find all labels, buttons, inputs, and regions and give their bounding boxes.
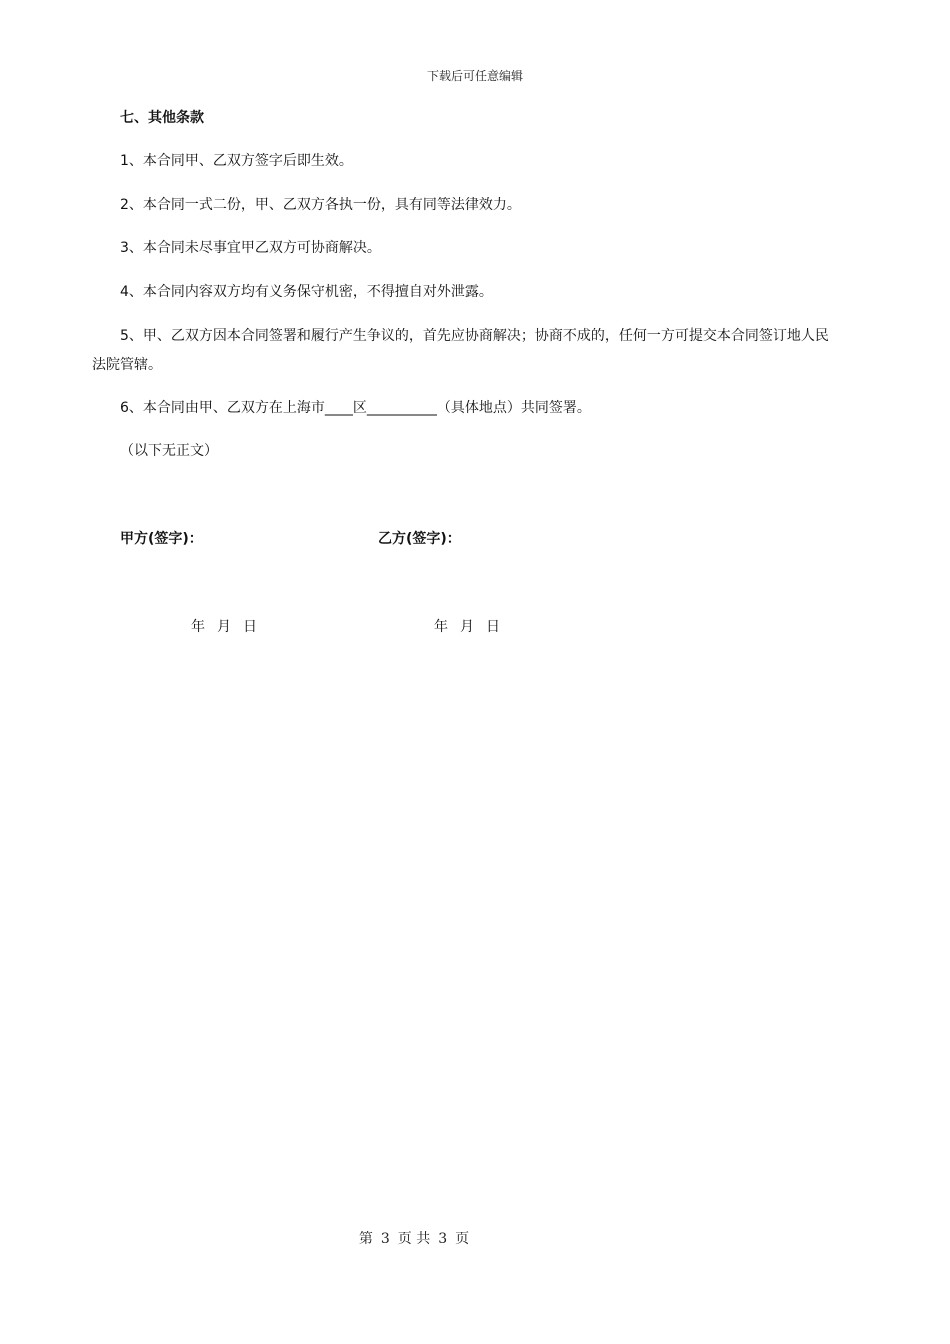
- end-of-text-note: （以下无正文）: [120, 443, 218, 459]
- party-a-date-month: 月: [217, 619, 231, 635]
- section-title: 七、其他条款: [120, 110, 204, 126]
- party-b-date-year: 年: [434, 619, 448, 635]
- party-b-date-day: 日: [486, 619, 500, 635]
- clause-4: 4、本合同内容双方均有义务保守机密，不得擅自对外泄露。: [120, 284, 493, 300]
- page-number-prefix: 第: [358, 1231, 373, 1247]
- party-b-date: [434, 617, 500, 637]
- clause-1: 1、本合同甲、乙双方签字后即生效。: [120, 153, 353, 169]
- party-a-date-day: 日: [243, 619, 257, 635]
- page-number-current: 3: [380, 1231, 390, 1247]
- party-b-date-month: 月: [460, 619, 474, 635]
- clause-2: 2、本合同一式二份，甲、乙双方各执一份，具有同等法律效力。: [120, 197, 521, 213]
- page-footer: [0, 1228, 828, 1248]
- page-number-suffix: 页: [455, 1231, 470, 1247]
- clause-5: 5、甲、乙双方因本合同签署和履行产生争议的，首先应协商解决；协商不成的，任何一方可提交本合同签订地人民: [120, 328, 829, 344]
- page-number-middle: 页 共: [397, 1231, 431, 1247]
- page-number-total: 3: [438, 1231, 448, 1247]
- clause-5-continuation: 法院管辖。: [92, 357, 162, 373]
- party-a-signature-label: 甲方(签字)：: [120, 531, 203, 547]
- clause-6: 6、本合同由甲、乙双方在上海市____区__________（具体地点）共同签署。: [120, 400, 591, 416]
- party-a-date: [191, 617, 257, 637]
- clause-3: 3、本合同未尽事宜甲乙双方可协商解决。: [120, 240, 381, 256]
- party-b-signature-label: 乙方(签字)：: [378, 531, 461, 547]
- party-a-date-year: 年: [191, 619, 205, 635]
- page-header-note: 下载后可任意编辑: [426, 69, 523, 83]
